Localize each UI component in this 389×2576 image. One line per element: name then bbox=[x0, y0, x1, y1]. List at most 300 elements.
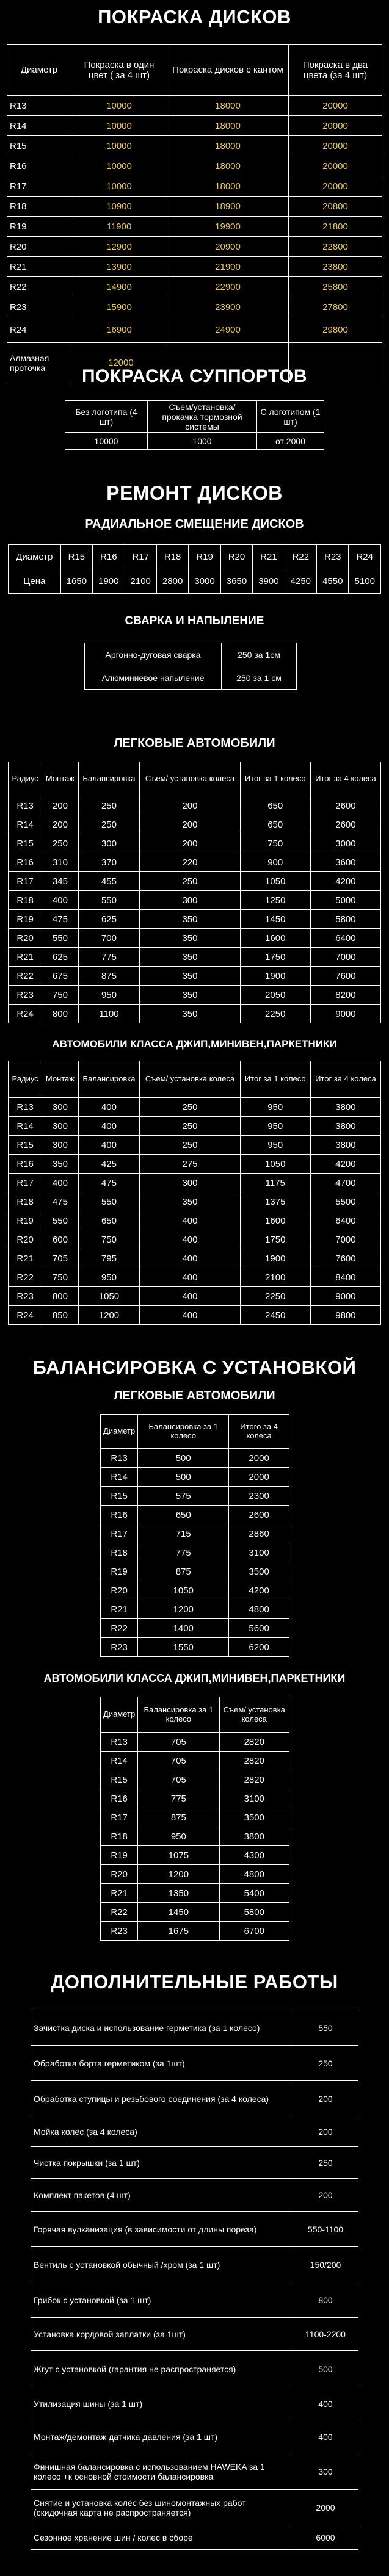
value-cell: 750 bbox=[42, 1268, 78, 1287]
value-cell: 1175 bbox=[240, 1174, 310, 1192]
value-cell: 2000 bbox=[229, 1468, 289, 1487]
value-cell: 2000 bbox=[229, 1449, 289, 1468]
value-cell: 200 bbox=[140, 834, 240, 853]
diameter-cell: R15 bbox=[101, 1487, 138, 1506]
value-cell: 750 bbox=[42, 986, 78, 1005]
diameter-cell: R18 bbox=[9, 1192, 42, 1211]
value-cell: 775 bbox=[78, 948, 140, 967]
table-row bbox=[101, 1770, 289, 1789]
value-cell: 475 bbox=[42, 910, 78, 929]
table-row bbox=[7, 176, 382, 197]
radial-size-cell: R21 bbox=[253, 545, 285, 569]
header-cell: Съем/ установка колеса bbox=[140, 762, 240, 796]
work-price: 200 bbox=[293, 2081, 358, 2116]
value-cell: 1900 bbox=[240, 1249, 310, 1268]
value-cell: 350 bbox=[140, 967, 240, 986]
value-cell: 455 bbox=[78, 872, 140, 891]
value-cell: 5600 bbox=[229, 1619, 289, 1638]
table-row bbox=[85, 643, 297, 666]
value-cell: 2250 bbox=[240, 1005, 310, 1023]
radial-price-cell: 5100 bbox=[349, 569, 381, 594]
diameter-cell: R15 bbox=[101, 1770, 138, 1789]
price-cell: 10000 bbox=[71, 176, 167, 197]
value-cell: 950 bbox=[240, 1098, 310, 1117]
value-cell: 400 bbox=[42, 891, 78, 910]
diameter-cell: R24 bbox=[7, 317, 71, 343]
diameter-cell: R14 bbox=[7, 116, 71, 136]
table-row bbox=[101, 1487, 289, 1506]
table-row bbox=[31, 2116, 358, 2147]
price-cell: 10900 bbox=[71, 197, 167, 217]
wheel-repair-title: РЕМОНТ ДИСКОВ bbox=[106, 482, 283, 504]
radial-size-cell: R19 bbox=[189, 545, 220, 569]
value-cell: 1200 bbox=[138, 1865, 219, 1884]
header-cell: Балансировка bbox=[78, 1061, 140, 1098]
diameter-cell: R19 bbox=[9, 910, 42, 929]
welding-table bbox=[84, 643, 297, 690]
value-cell: 2600 bbox=[310, 815, 380, 834]
value-cell: 2300 bbox=[229, 1487, 289, 1506]
price-cell: 18900 bbox=[167, 197, 289, 217]
radial-price-cell: 4250 bbox=[285, 569, 316, 594]
radial-price-cell: 1650 bbox=[60, 569, 92, 594]
value-cell: 6400 bbox=[310, 929, 380, 948]
work-price: 250 bbox=[293, 2147, 358, 2179]
radial-size-cell: R17 bbox=[125, 545, 156, 569]
table-row bbox=[101, 1827, 289, 1846]
work-label: Монтаж/демонтаж датчика давления (за 1 шт) bbox=[31, 2420, 293, 2453]
value-cell: 350 bbox=[140, 910, 240, 929]
table-row bbox=[9, 1098, 381, 1117]
value-cell: 1050 bbox=[138, 1581, 229, 1600]
value-cell: 250 bbox=[78, 815, 140, 834]
radial-size-cell: R15 bbox=[60, 545, 92, 569]
diameter-cell: R24 bbox=[9, 1005, 42, 1023]
value-cell: 200 bbox=[42, 796, 78, 815]
diameter-cell: R20 bbox=[7, 237, 71, 257]
value-cell: 1050 bbox=[78, 1287, 140, 1306]
diameter-cell: R17 bbox=[101, 1808, 138, 1827]
diameter-cell: R16 bbox=[101, 1506, 138, 1524]
diameter-cell: R20 bbox=[101, 1865, 138, 1884]
value-cell: 1250 bbox=[240, 891, 310, 910]
value-cell: 200 bbox=[140, 815, 240, 834]
diameter-cell: R14 bbox=[101, 1468, 138, 1487]
value-cell: 8200 bbox=[310, 986, 380, 1005]
value-cell: 350 bbox=[140, 986, 240, 1005]
radial-price-cell: 4550 bbox=[317, 569, 349, 594]
work-price: 200 bbox=[293, 2116, 358, 2147]
value-cell: 550 bbox=[42, 1211, 78, 1230]
diameter-cell: R18 bbox=[7, 197, 71, 217]
value-cell: 6400 bbox=[310, 1211, 380, 1230]
price-cell: 18000 bbox=[167, 156, 289, 176]
value-cell: 350 bbox=[140, 1192, 240, 1211]
work-price: 300 bbox=[293, 2453, 358, 2490]
value-cell: 4700 bbox=[310, 1174, 380, 1192]
value-cell: 1100 bbox=[78, 1005, 140, 1023]
balancing-cars-title: ЛЕГКОВЫЕ АВТОМОБИЛИ bbox=[114, 1389, 275, 1402]
value-cell: 400 bbox=[140, 1287, 240, 1306]
value-cell: 1200 bbox=[138, 1600, 229, 1619]
value-cell: 5400 bbox=[219, 1884, 289, 1903]
caliper-value-logo: от 2000 bbox=[257, 433, 324, 450]
table-row bbox=[9, 1287, 381, 1306]
value-cell: 350 bbox=[140, 948, 240, 967]
value-cell: 4300 bbox=[219, 1846, 289, 1865]
diameter-cell: R21 bbox=[9, 1249, 42, 1268]
caliper-value-no-logo: 10000 bbox=[65, 433, 148, 450]
diameter-cell: R24 bbox=[9, 1306, 42, 1325]
value-cell: 250 bbox=[140, 1136, 240, 1155]
diameter-cell: R20 bbox=[9, 1230, 42, 1249]
diameter-cell: R21 bbox=[7, 257, 71, 277]
table-row bbox=[31, 2387, 358, 2420]
table-row bbox=[9, 891, 381, 910]
header-cell: Балансировка за 1 колесо bbox=[138, 1415, 229, 1449]
diameter-cell: R22 bbox=[101, 1903, 138, 1922]
value-cell: 600 bbox=[42, 1230, 78, 1249]
work-price: 200 bbox=[293, 2179, 358, 2212]
diameter-cell: R16 bbox=[101, 1789, 138, 1808]
value-cell: 3100 bbox=[229, 1543, 289, 1562]
value-cell: 3000 bbox=[310, 834, 380, 853]
table-row bbox=[9, 1005, 381, 1023]
diameter-cell: R16 bbox=[7, 156, 71, 176]
diameter-cell: R20 bbox=[9, 929, 42, 948]
diameter-cell: R22 bbox=[101, 1619, 138, 1638]
value-cell: 400 bbox=[140, 1268, 240, 1287]
value-cell: 500 bbox=[138, 1449, 229, 1468]
header-cell: Итог за 1 колесо bbox=[240, 762, 310, 796]
header-cell: Съем/ установка колеса bbox=[219, 1697, 289, 1733]
value-cell: 705 bbox=[42, 1249, 78, 1268]
value-cell: 1600 bbox=[240, 1211, 310, 1230]
balancing-suv-title: АВТОМОБИЛИ КЛАССА ДЖИП,МИНИВЕН,ПАРКЕТНИКИ bbox=[43, 1672, 346, 1684]
caliper-table bbox=[65, 400, 324, 450]
diameter-cell: R19 bbox=[101, 1562, 138, 1581]
table-row bbox=[31, 2010, 358, 2046]
diameter-cell: R16 bbox=[9, 853, 42, 872]
radial-title: РАДИАЛЬНОЕ СМЕЩЕНИЕ ДИСКОВ bbox=[85, 518, 304, 531]
value-cell: 1450 bbox=[138, 1903, 219, 1922]
value-cell: 9000 bbox=[310, 1287, 380, 1306]
work-price: 550-1100 bbox=[293, 2212, 358, 2247]
price-cell: 19900 bbox=[167, 217, 289, 237]
table-row bbox=[9, 1136, 381, 1155]
value-cell: 5800 bbox=[310, 910, 380, 929]
tire-cars-table bbox=[8, 762, 381, 1023]
value-cell: 1200 bbox=[78, 1306, 140, 1325]
value-cell: 7600 bbox=[310, 967, 380, 986]
header-cell: Итог за 4 колеса bbox=[310, 762, 380, 796]
table-row bbox=[101, 1884, 289, 1903]
table-row bbox=[9, 872, 381, 891]
value-cell: 9000 bbox=[310, 1005, 380, 1023]
value-cell: 715 bbox=[138, 1524, 229, 1543]
caliper-header-no-logo: Без логотипа (4 шт) bbox=[65, 401, 148, 433]
value-cell: 2050 bbox=[240, 986, 310, 1005]
price-cell: 21900 bbox=[167, 257, 289, 277]
table-row bbox=[9, 815, 381, 834]
table-row bbox=[31, 2282, 358, 2318]
diameter-cell: R13 bbox=[7, 96, 71, 116]
caliper-header-install: Съем/установка/ прокачка тормозной системы bbox=[148, 401, 257, 433]
value-cell: 1350 bbox=[138, 1884, 219, 1903]
table-row bbox=[31, 2212, 358, 2247]
diameter-cell: R15 bbox=[9, 834, 42, 853]
price-cell: 13900 bbox=[71, 257, 167, 277]
work-price: 6000 bbox=[293, 2525, 358, 2550]
value-cell: 1675 bbox=[138, 1922, 219, 1941]
header-cell: Итог за 1 колесо bbox=[240, 1061, 310, 1098]
value-cell: 2600 bbox=[229, 1506, 289, 1524]
price-cell: 22900 bbox=[167, 277, 289, 297]
diameter-cell: R15 bbox=[9, 1136, 42, 1155]
price-cell: 27800 bbox=[289, 297, 382, 317]
table-row bbox=[101, 1638, 289, 1657]
radial-row-label-price: Цена bbox=[9, 569, 61, 594]
price-cell: 12900 bbox=[71, 237, 167, 257]
value-cell: 2860 bbox=[229, 1524, 289, 1543]
diameter-cell: R21 bbox=[101, 1884, 138, 1903]
value-cell: 7000 bbox=[310, 1230, 380, 1249]
value-cell: 1050 bbox=[240, 1155, 310, 1174]
balancing-suv-table bbox=[100, 1697, 289, 1941]
value-cell: 1750 bbox=[240, 948, 310, 967]
value-cell: 650 bbox=[138, 1506, 229, 1524]
table-row bbox=[7, 257, 382, 277]
welding-price: 250 за 1 см bbox=[222, 666, 297, 690]
value-cell: 250 bbox=[140, 1117, 240, 1136]
work-label: Обработка борта герметиком (за 1шт) bbox=[31, 2046, 293, 2081]
value-cell: 5500 bbox=[310, 1192, 380, 1211]
value-cell: 200 bbox=[140, 796, 240, 815]
work-price: 800 bbox=[293, 2282, 358, 2318]
header-cell: Радиус bbox=[9, 1061, 42, 1098]
table-row bbox=[101, 1506, 289, 1524]
diameter-cell: R17 bbox=[9, 1174, 42, 1192]
price-cell: 15900 bbox=[71, 297, 167, 317]
price-cell: 18000 bbox=[167, 116, 289, 136]
value-cell: 2100 bbox=[240, 1268, 310, 1287]
header-cell: Монтаж bbox=[42, 762, 78, 796]
table-row bbox=[9, 967, 381, 986]
value-cell: 400 bbox=[140, 1249, 240, 1268]
table-row bbox=[101, 1562, 289, 1581]
table-row bbox=[7, 197, 382, 217]
value-cell: 1375 bbox=[240, 1192, 310, 1211]
value-cell: 875 bbox=[78, 967, 140, 986]
value-cell: 675 bbox=[42, 967, 78, 986]
table-row bbox=[31, 2490, 358, 2525]
work-price: 500 bbox=[293, 2351, 358, 2387]
value-cell: 650 bbox=[240, 815, 310, 834]
balancing-cars-table bbox=[100, 1414, 289, 1657]
price-cell: 20800 bbox=[289, 197, 382, 217]
diameter-cell: R13 bbox=[9, 1098, 42, 1117]
value-cell: 3100 bbox=[219, 1789, 289, 1808]
work-label: Мойка колес (за 4 колеса) bbox=[31, 2116, 293, 2147]
value-cell: 4800 bbox=[229, 1600, 289, 1619]
radial-size-cell: R20 bbox=[220, 545, 252, 569]
balancing-title: БАЛАНСИРОВКА С УСТАНОВКОЙ bbox=[32, 1357, 357, 1378]
tire-suv-title: АВТОМОБИЛИ КЛАССА ДЖИП,МИНИВЕН,ПАРКЕТНИКИ bbox=[52, 1038, 337, 1050]
wheel-paint-title: ПОКРАСКА ДИСКОВ bbox=[98, 6, 291, 27]
table-row bbox=[9, 796, 381, 815]
welding-label: Аргонно-дуговая сварка bbox=[85, 643, 222, 666]
header-two-color: Покраска в два цвета (за 4 шт) bbox=[289, 45, 382, 96]
header-cell: Диаметр bbox=[101, 1697, 138, 1733]
value-cell: 250 bbox=[140, 1098, 240, 1117]
value-cell: 650 bbox=[78, 1211, 140, 1230]
value-cell: 775 bbox=[138, 1543, 229, 1562]
diameter-cell: R23 bbox=[7, 297, 71, 317]
value-cell: 475 bbox=[42, 1192, 78, 1211]
diameter-cell: R21 bbox=[9, 948, 42, 967]
extra-title: ДОПОЛНИТЕЛЬНЫЕ РАБОТЫ bbox=[51, 1971, 338, 1993]
radial-size-cell: R16 bbox=[93, 545, 125, 569]
price-cell: 24900 bbox=[167, 317, 289, 343]
table-row bbox=[101, 1581, 289, 1600]
table-row bbox=[7, 116, 382, 136]
work-label: Зачистка диска и использование герметика (за 1 колесо) bbox=[31, 2010, 293, 2046]
value-cell: 425 bbox=[78, 1155, 140, 1174]
radial-price-cell: 2100 bbox=[125, 569, 156, 594]
table-row bbox=[101, 1543, 289, 1562]
table-row bbox=[101, 1752, 289, 1770]
value-cell: 795 bbox=[78, 1249, 140, 1268]
price-cell: 11900 bbox=[71, 217, 167, 237]
header-cell: Диаметр bbox=[101, 1415, 138, 1449]
value-cell: 2820 bbox=[219, 1752, 289, 1770]
table-row bbox=[31, 2453, 358, 2490]
header-cell: Балансировка за 1 колесо bbox=[138, 1697, 219, 1733]
work-label: Грибок с установкой (за 1 шт) bbox=[31, 2282, 293, 2318]
value-cell: 6200 bbox=[229, 1638, 289, 1657]
value-cell: 3800 bbox=[310, 1098, 380, 1117]
welding-title: СВАРКА И НАПЫЛЕНИЕ bbox=[125, 615, 264, 627]
diameter-cell: R23 bbox=[9, 1287, 42, 1306]
value-cell: 400 bbox=[78, 1098, 140, 1117]
caliper-paint-title: ПОКРАСКА СУППОРТОВ bbox=[81, 366, 308, 386]
table-row bbox=[31, 2081, 358, 2116]
diameter-cell: R13 bbox=[9, 796, 42, 815]
value-cell: 345 bbox=[42, 872, 78, 891]
table-row bbox=[9, 1117, 381, 1136]
caliper-value-install: 1000 bbox=[148, 433, 257, 450]
radial-size-cell: R18 bbox=[156, 545, 188, 569]
value-cell: 2600 bbox=[310, 796, 380, 815]
value-cell: 7600 bbox=[310, 1249, 380, 1268]
value-cell: 705 bbox=[138, 1752, 219, 1770]
value-cell: 2820 bbox=[219, 1770, 289, 1789]
value-cell: 7000 bbox=[310, 948, 380, 967]
value-cell: 1550 bbox=[138, 1638, 229, 1657]
value-cell: 3500 bbox=[219, 1808, 289, 1827]
value-cell: 5800 bbox=[219, 1903, 289, 1922]
value-cell: 875 bbox=[138, 1562, 229, 1581]
table-row bbox=[9, 834, 381, 853]
diameter-cell: R19 bbox=[9, 1211, 42, 1230]
radial-price-cell: 2800 bbox=[156, 569, 188, 594]
diameter-cell: R14 bbox=[101, 1752, 138, 1770]
diameter-cell: R22 bbox=[9, 1268, 42, 1287]
work-price: 250 bbox=[293, 2046, 358, 2081]
radial-price-cell: 3900 bbox=[253, 569, 285, 594]
price-cell: 14900 bbox=[71, 277, 167, 297]
table-row bbox=[85, 666, 297, 690]
work-price: 2000 bbox=[293, 2490, 358, 2525]
value-cell: 2450 bbox=[240, 1306, 310, 1325]
work-price: 400 bbox=[293, 2420, 358, 2453]
value-cell: 310 bbox=[42, 853, 78, 872]
price-cell: 22800 bbox=[289, 237, 382, 257]
value-cell: 3800 bbox=[219, 1827, 289, 1846]
radial-size-cell: R23 bbox=[317, 545, 349, 569]
value-cell: 1400 bbox=[138, 1619, 229, 1638]
table-row bbox=[31, 2046, 358, 2081]
work-label: Сезонное хранение шин / колес в сборе bbox=[31, 2525, 293, 2550]
diameter-cell: R19 bbox=[101, 1846, 138, 1865]
welding-label: Алюминиевое напыление bbox=[85, 666, 222, 690]
radial-price-cell: 3000 bbox=[189, 569, 220, 594]
value-cell: 4200 bbox=[310, 872, 380, 891]
value-cell: 650 bbox=[240, 796, 310, 815]
table-row bbox=[9, 1211, 381, 1230]
table-row bbox=[31, 2247, 358, 2282]
header-diameter: Диаметр bbox=[7, 45, 71, 96]
work-label: Установка кордовой заплатки (за 1шт) bbox=[31, 2318, 293, 2351]
table-row bbox=[9, 1155, 381, 1174]
table-row bbox=[31, 2147, 358, 2179]
table-row bbox=[9, 1249, 381, 1268]
diameter-cell: R23 bbox=[101, 1638, 138, 1657]
value-cell: 300 bbox=[140, 891, 240, 910]
value-cell: 3800 bbox=[310, 1136, 380, 1155]
value-cell: 705 bbox=[138, 1733, 219, 1752]
caliper-header-logo: С логотипом (1 шт) bbox=[257, 401, 324, 433]
header-one-color: Покраска в один цвет ( за 4 шт) bbox=[71, 45, 167, 96]
diameter-cell: R22 bbox=[9, 967, 42, 986]
value-cell: 800 bbox=[42, 1287, 78, 1306]
diameter-cell: R17 bbox=[101, 1524, 138, 1543]
work-label: Чистка покрышки (за 1 шт) bbox=[31, 2147, 293, 2179]
table-row bbox=[101, 1733, 289, 1752]
header-cell: Съем/ установка колеса bbox=[140, 1061, 240, 1098]
work-label: Горячая вулканизация (в зависимости от длины пореза) bbox=[31, 2212, 293, 2247]
value-cell: 300 bbox=[78, 834, 140, 853]
value-cell: 950 bbox=[78, 986, 140, 1005]
value-cell: 220 bbox=[140, 853, 240, 872]
value-cell: 1450 bbox=[240, 910, 310, 929]
value-cell: 950 bbox=[78, 1268, 140, 1287]
value-cell: 1050 bbox=[240, 872, 310, 891]
table-row bbox=[9, 910, 381, 929]
value-cell: 950 bbox=[240, 1136, 310, 1155]
value-cell: 4200 bbox=[310, 1155, 380, 1174]
value-cell: 3500 bbox=[229, 1562, 289, 1581]
work-label: Финишная балансировка с использованием HAWEKA за 1 колесо +к основной стоимости балансировка bbox=[31, 2453, 293, 2490]
value-cell: 3800 bbox=[310, 1117, 380, 1136]
table-row bbox=[101, 1789, 289, 1808]
diameter-cell: R13 bbox=[101, 1733, 138, 1752]
table-row bbox=[101, 1524, 289, 1543]
table-row bbox=[9, 1230, 381, 1249]
diameter-cell: R18 bbox=[9, 891, 42, 910]
price-cell: 20000 bbox=[289, 116, 382, 136]
diameter-cell: R14 bbox=[9, 815, 42, 834]
